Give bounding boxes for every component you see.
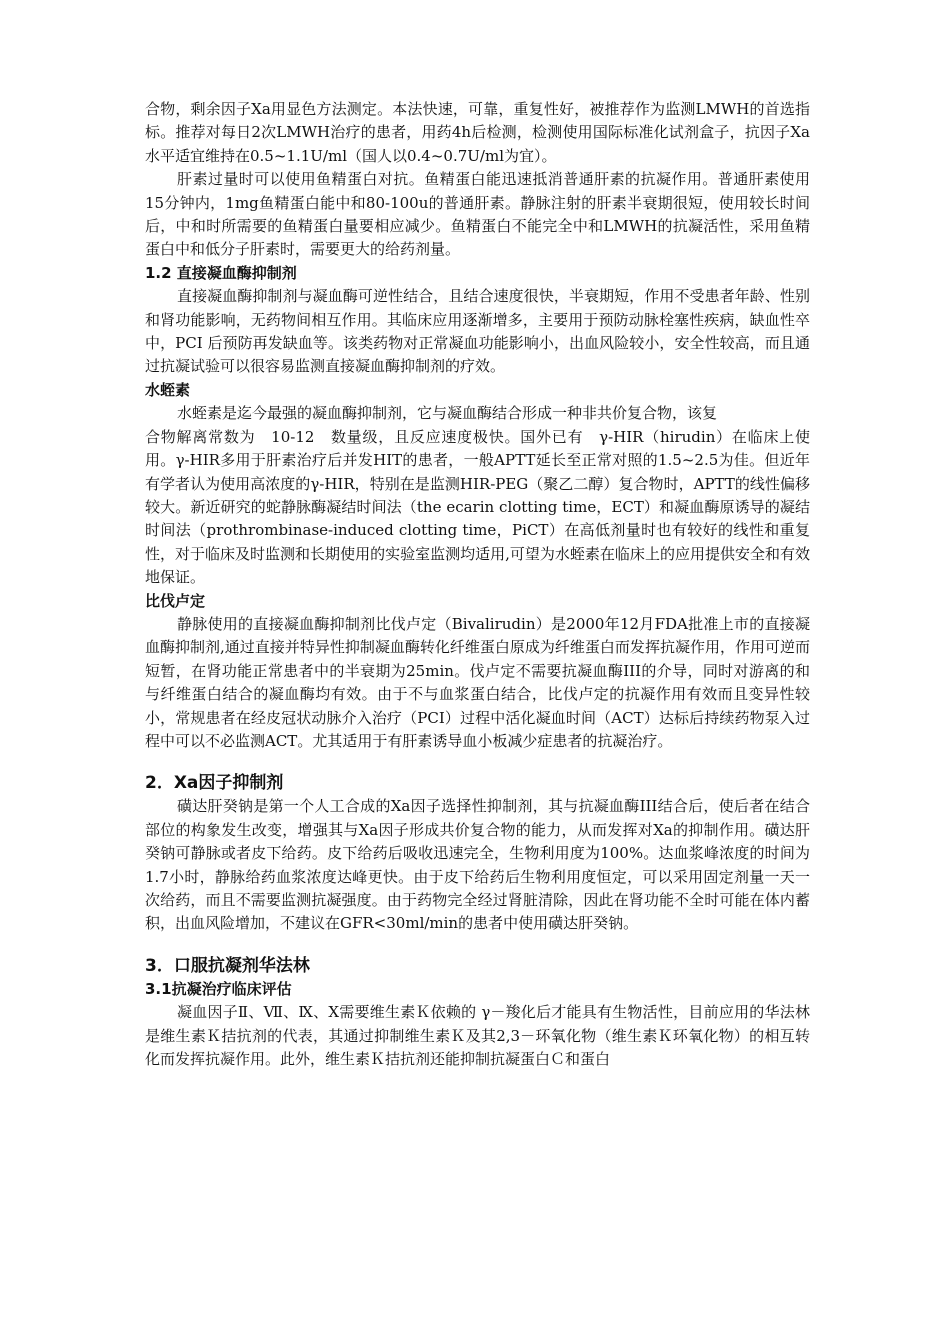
section-gap bbox=[145, 936, 810, 954]
heading-direct-thrombin-inhibitors: 1.2 直接凝血酶抑制剂 bbox=[145, 263, 297, 282]
paragraph-hirudin-body: 合物解离常数为 10-12 数量级，且反应速度极快。国外已有 γ-HIR（hirudin）在临床上使用。γ-HIR多用于肝素治疗后并发HIT的患者，一般APTT延长至正常对照的1.5~2.5为佳。但近年有学者认为使用高浓度的γ-HIR，特别在是监测HIR-PEG（聚乙二醇）复合物时，APTT的线性偏移较大。新近研究的蛇静脉酶凝结时间法（the ecarin clotting time，ECT）和凝血酶原诱导的凝结时间法（prothrombinase-induced clotting time，PiCT）在高低剂量时也有较好的线性和重复性，对于临床及时监测和长期使用的实验室监测均适用,可望为水蛭素在临床上的应用提供安全和有效地保证。 bbox=[145, 427, 810, 587]
paragraph-fondaparinux: 磺达肝癸钠是第一个人工合成的Xa因子选择性抑制剂，其与抗凝血酶III结合后，使后者在结合部位的构象发生改变，增强其与Xa因子形成共价复合物的能力，从而发挥对Xa的抑制作用。磺达肝癸钠可静脉或者皮下给药。皮下给药后吸收迅速完全，生物利用度为100%。达血浆峰浓度的时间为1.7小时，静脉给药血浆浓度达峰更快。由于皮下给药后生物利用度恒定，可以采用固定剂量一天一次给药，而且不需要监测抗凝强度。由于药物完全经过肾脏清除，因此在肾功能不全时可能在体内蓄积，出血风险增加，不建议在GFR<30ml/min的患者中使用磺达肝癸钠。 bbox=[145, 797, 810, 933]
heading-warfarin: 3．口服抗凝剂华法林 bbox=[145, 955, 310, 976]
document-body bbox=[145, 98, 810, 1071]
heading-hirudin: 水蛭素 bbox=[145, 380, 191, 399]
paragraph-hirudin-intro: 水蛭素是迄今最强的凝血酶抑制剂，它与凝血酶结合形成一种非共价复合物，该复 bbox=[177, 404, 718, 423]
paragraph-vitamin-k: 凝血因子Ⅱ、Ⅶ、Ⅸ、Ⅹ需要维生素Ｋ依赖的 γ－羧化后才能具有生物活性，目前应用的华法林是维生素Ｋ拮抗剂的代表，其通过抑制维生素Ｋ及其2,3－环氧化物（维生素Ｋ环氧化物）的相互转化而发挥抗凝作用。此外，维生素Ｋ拮抗剂还能抑制抗凝蛋白Ｃ和蛋白 bbox=[145, 1003, 810, 1069]
paragraph-bivalirudin: 静脉使用的直接凝血酶抑制剂比伐卢定（Bivalirudin）是2000年12月FDA批准上市的直接凝血酶抑制剂,通过直接并特异性抑制凝血酶转化纤维蛋白原成为纤维蛋白而发挥抗凝作用，作用可逆而短暂，在肾功能正常患者中的半衰期为25min。伐卢定不需要抗凝血酶III的介导，同时对游离的和与纤维蛋白结合的凝血酶均有效。由于不与血浆蛋白结合，比伐卢定的抗凝作用有效而且变异性较小，常规患者在经皮冠状动脉介入治疗（PCI）过程中活化凝血时间（ACT）达标后持续药物泵入过程中可以不必监测ACT。尤其适用于有肝素诱导血小板减少症患者的抗凝治疗。 bbox=[145, 614, 810, 750]
heading-anticoagulation-assessment: 3.1抗凝治疗临床评估 bbox=[145, 979, 292, 998]
paragraph-lmwh-monitoring: 合物，剩余因子Xa用显色方法测定。本法快速，可靠，重复性好，被推荐作为监测LMWH的首选指标。推荐对每日2次LMWH治疗的患者，用药4h后检测，检测使用国际标准化试剂盒子，抗因子Xa水平适宜维持在0.5~1.1U/ml（国人以0.4~0.7U/ml为宜）。 bbox=[145, 100, 810, 165]
heading-bivalirudin: 比伐卢定 bbox=[145, 591, 206, 610]
heading-factor-xa-inhibitors: 2．Xa因子抑制剂 bbox=[145, 773, 284, 794]
paragraph-direct-thrombin-inhibitors: 直接凝血酶抑制剂与凝血酶可逆性结合，且结合速度很快，半衰期短，作用不受患者年龄、性别和肾功能影响，无药物间相互作用。其临床应用逐渐增多，主要用于预防动脉栓塞性疾病，缺血性卒中，PCI 后预防再发缺血等。该类药物对正常凝血功能影响小，出血风险较小，安全性较高，而且通过抗凝试验可以很容易监测直接凝血酶抑制剂的疗效。 bbox=[145, 287, 810, 376]
section-gap bbox=[145, 753, 810, 771]
paragraph-protamine: 肝素过量时可以使用鱼精蛋白对抗。鱼精蛋白能迅速抵消普通肝素的抗凝作用。普通肝素使用15分钟内，1mg鱼精蛋白能中和80-100u的普通肝素。静脉注射的肝素半衰期很短，使用较长时间后，中和时所需要的鱼精蛋白量要相应减少。鱼精蛋白不能完全中和LMWH的抗凝活性，采用鱼精蛋白中和低分子肝素时，需要更大的给药剂量。 bbox=[145, 170, 810, 259]
